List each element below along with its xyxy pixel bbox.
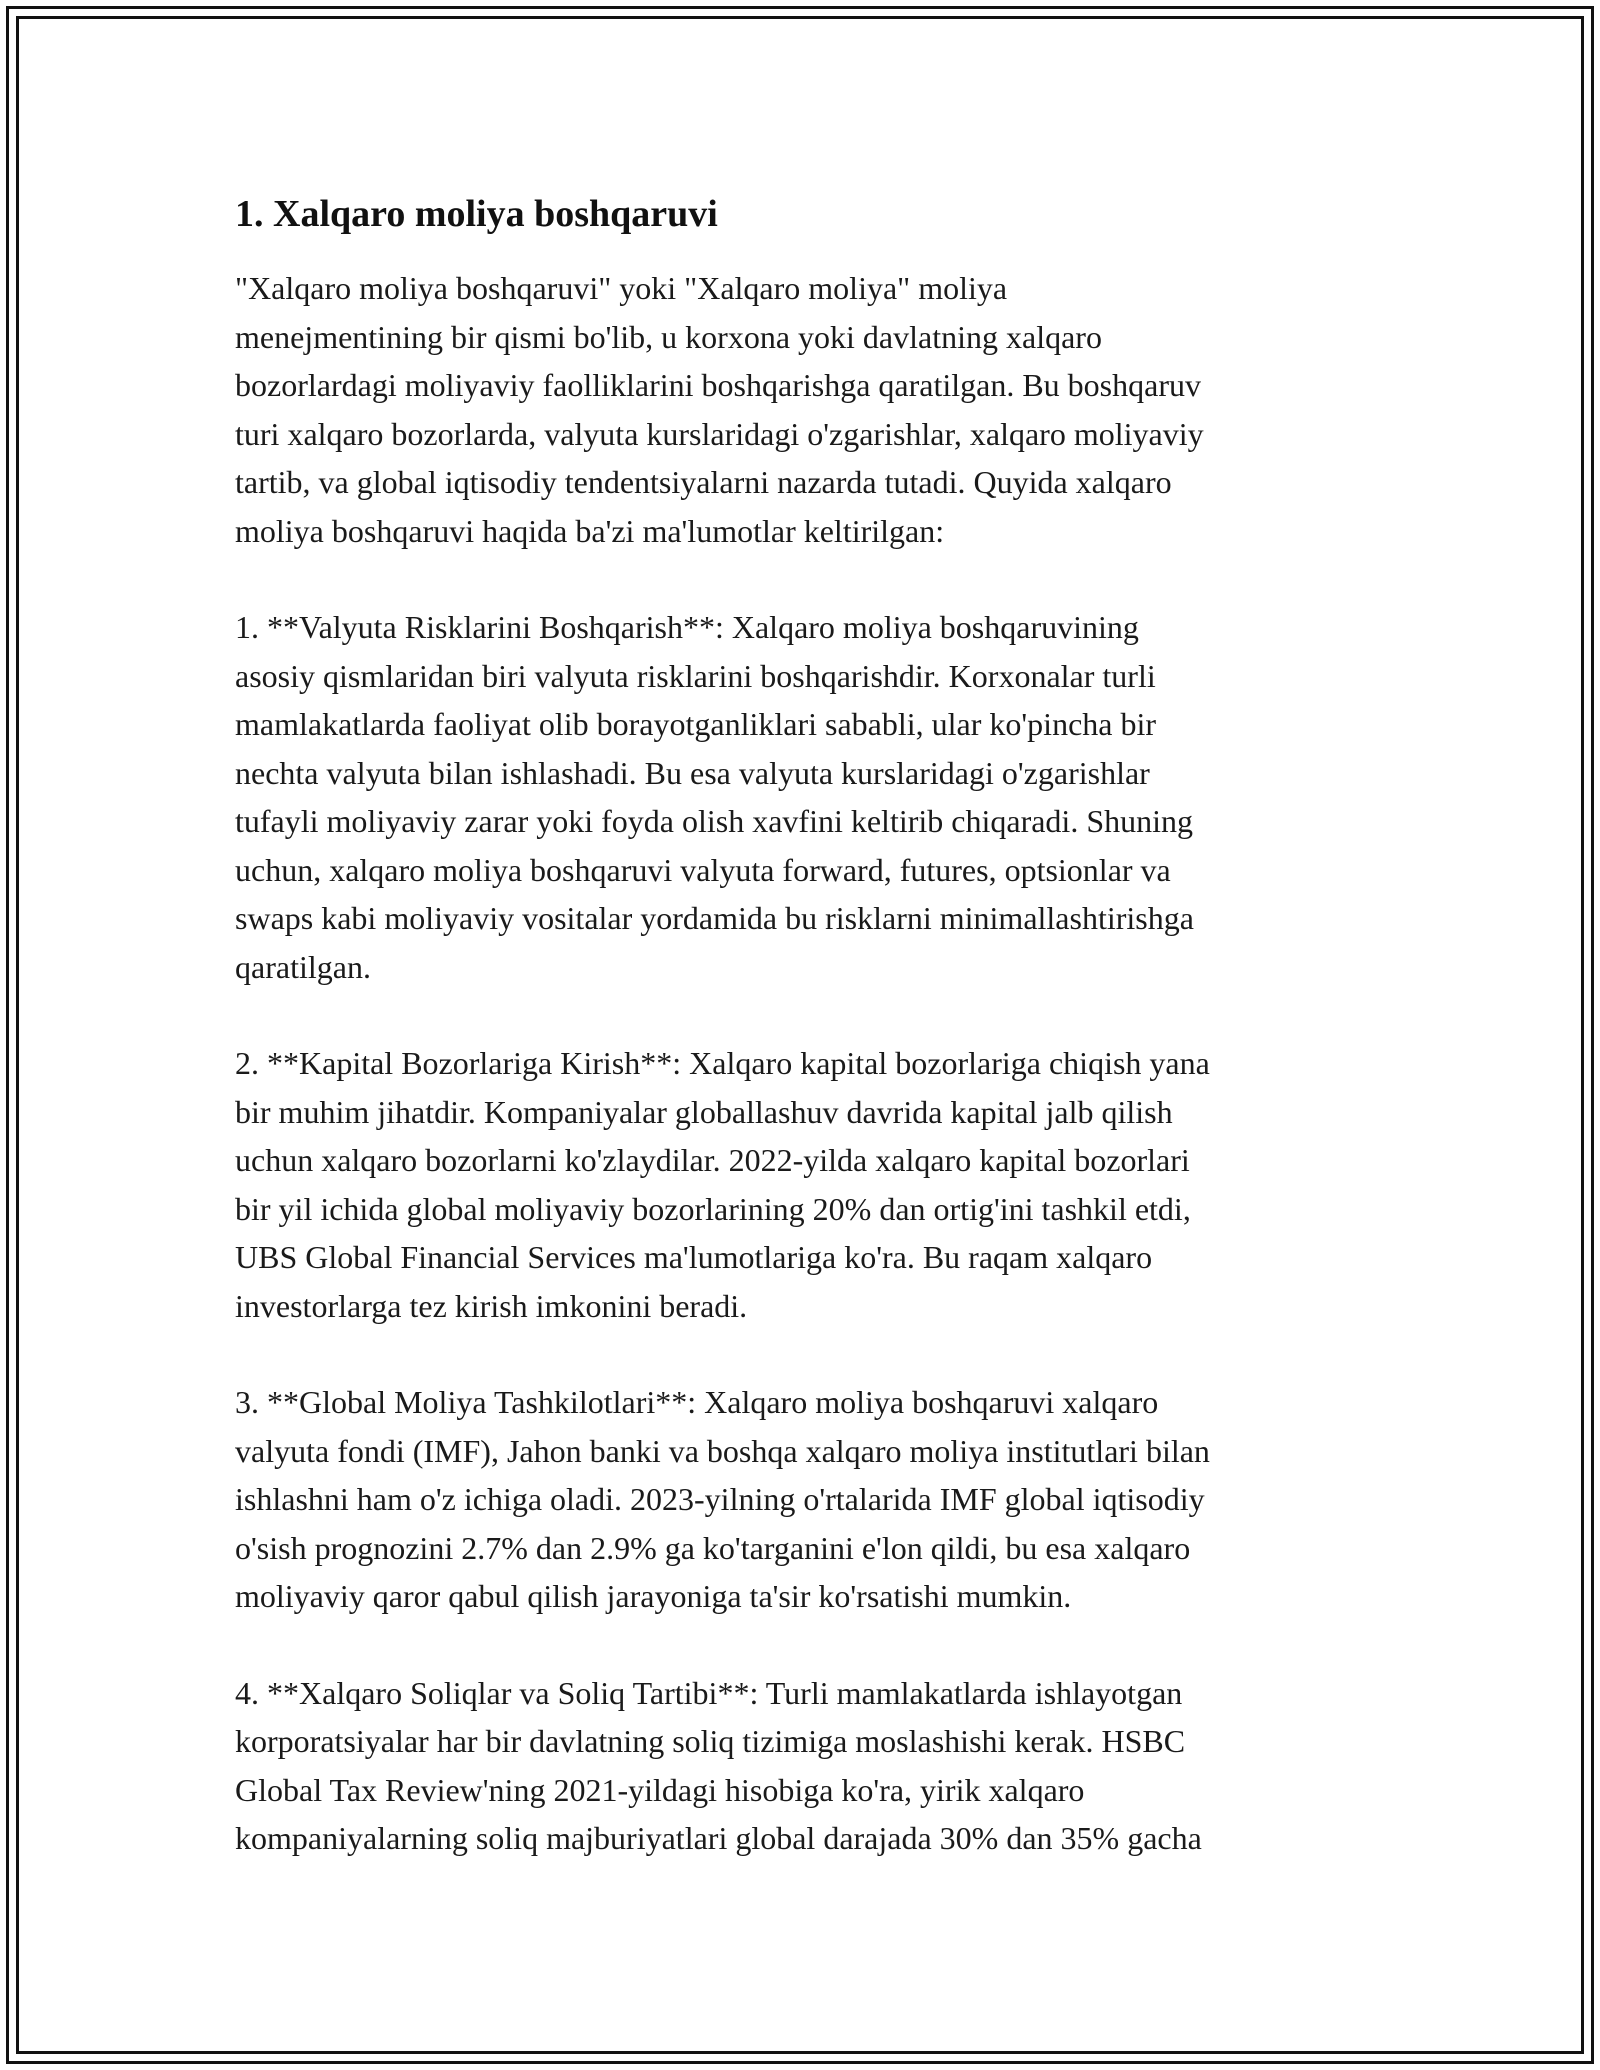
intro-paragraph: "Xalqaro moliya boshqaruvi" yoki "Xalqaro moliya" moliya menejmentining bir qismi bo'lib, u korxona yoki davlatning xalqaro bozorlardagi moliyaviy faolliklarini boshqarishga qaratilgan. Bu boshqaruv turi xalqaro bozorlarda, valyuta kurslaridagi o'zgarishlar, xalqaro moliyaviy tartib, va global iqtisodiy tendentsiyalarni nazarda tutadi. Quyida xalqaro moliya boshqaruvi haqida ba'zi ma'lumotlar keltirilgan: bbox=[235, 270, 1204, 549]
paragraph-capital-markets: 2. **Kapital Bozorlariga Kirish**: Xalqaro kapital bozorlariga chiqish yana bir muhim jihatdir. Kompaniyalar globallashuv davrida kapital jalb qilish uchun xalqaro bozorlarni ko'zlaydilar. 2022-yilda xalqaro kapital bozorlari bir yil ichida global moliyaviy bozorlarining 20% dan ortig'ini tashkil etdi, UBS Global Financial Services ma'lumotlariga ko'ra. Bu raqam xalqaro investorlarga tez kirish imkonini beradi. bbox=[235, 1045, 1210, 1324]
paragraph-international-taxes: 4. **Xalqaro Soliqlar va Soliq Tartibi**: Turli mamlakatlarda ishlayotgan korporatsiyalar har bir davlatning soliq tizimiga moslashishi kerak. HSBC Global Tax Review'ning 2021-yildagi hisobiga ko'ra, yirik xalqaro kompaniyalarning soliq majburiyatlari global darajada 30% dan 35% gacha bbox=[235, 1674, 1202, 1856]
paragraph-global-institutions: 3. **Global Moliya Tashkilotlari**: Xalqaro moliya boshqaruvi xalqaro valyuta fondi (IMF), Jahon banki va boshqa xalqaro moliya institutlari bilan ishlashni ham o'z ichiga oladi. 2023-yilning o'rtalarida IMF global iqtisodiy o'sish prognozini 2.7% dan 2.9% ga ko'targanini e'lon qildi, bu esa xalqaro moliyaviy qaror qabul qilish jarayoniga ta'sir ko'rsatishi mumkin. bbox=[235, 1384, 1210, 1614]
paragraph-currency-risks: 1. **Valyuta Risklarini Boshqarish**: Xalqaro moliya boshqaruvining asosiy qismlaridan biri valyuta risklarini boshqarishdir. Korxonalar turli mamlakatlarda faoliyat olib borayotganliklari sababli, ular ko'pincha bir nechta valyuta bilan ishlashadi. Bu esa valyuta kurslaridagi o'zgarishlar tufayli moliyaviy zarar yoki foyda olish xavfini keltirib chiqaradi. Shuning uchun, xalqaro moliya boshqaruvi valyuta forward, futures, optsionlar va swaps kabi moliyaviy vositalar yordamida bu risklarni minimallashtirishga qaratilgan. bbox=[235, 609, 1194, 985]
document-body bbox=[235, 188, 1375, 1911]
section-title: 1. Xalqaro moliya boshqaruvi bbox=[235, 193, 718, 235]
